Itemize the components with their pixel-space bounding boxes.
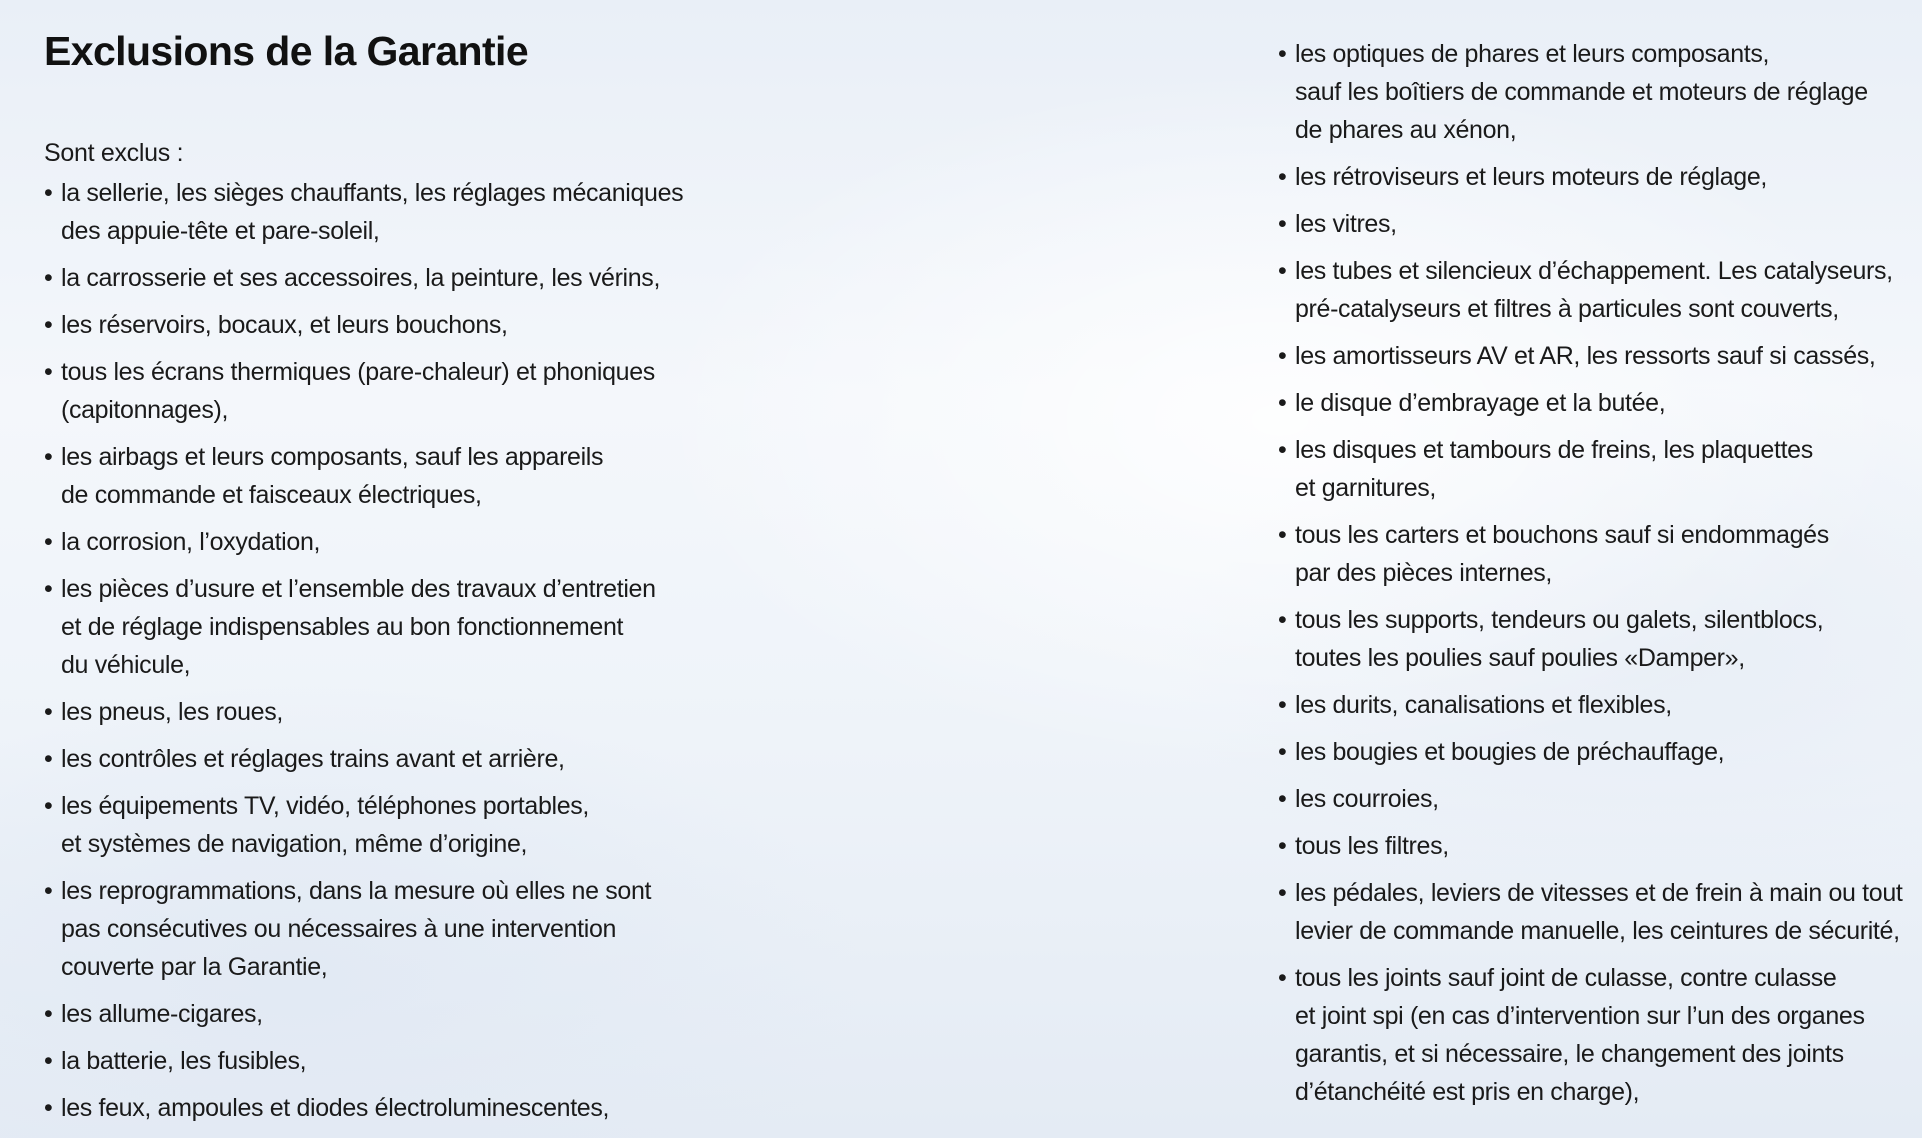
list-item — [44, 570, 734, 684]
bullet-icon: • — [44, 179, 53, 207]
bullet-icon: • — [44, 877, 53, 905]
list-item-text: tous les carters et bouchons sauf si endommagés par des pièces internes, — [1295, 521, 1829, 587]
list-item — [1278, 205, 1918, 243]
bullet-icon: • — [1278, 342, 1287, 370]
intro-text: Sont exclus : — [44, 139, 184, 167]
list-item-text: les airbags et leurs composants, sauf les appareils de commande et faisceaux électriques, — [61, 443, 604, 509]
bullet-icon: • — [1278, 389, 1287, 417]
list-item-text: le disque d’embrayage et la butée, — [1295, 389, 1666, 417]
list-item — [1278, 959, 1918, 1111]
list-item — [44, 693, 734, 731]
bullet-icon: • — [44, 443, 53, 471]
bullet-icon: • — [1278, 40, 1287, 68]
bullet-icon: • — [1278, 436, 1287, 464]
list-item — [44, 1042, 734, 1080]
list-item — [1278, 516, 1918, 592]
list-item — [1278, 686, 1918, 724]
list-item-text: les optiques de phares et leurs composants, sauf les boîtiers de commande et moteurs de réglage de phares au xénon, — [1295, 40, 1868, 144]
list-item-text: les allume-cigares, — [61, 1000, 263, 1028]
bullet-icon: • — [1278, 691, 1287, 719]
bullet-icon: • — [1278, 210, 1287, 238]
right-column — [1278, 0, 1918, 1120]
list-item-text: les reprogrammations, dans la mesure où elles ne sont pas consécutives ou nécessaires à une intervention couverte par la Garantie, — [61, 877, 652, 981]
list-item-text: les amortisseurs AV et AR, les ressorts sauf si cassés, — [1295, 342, 1876, 370]
list-item — [1278, 431, 1918, 507]
list-item-text: les durits, canalisations et flexibles, — [1295, 691, 1672, 719]
list-item — [1278, 384, 1918, 422]
list-item — [1278, 827, 1918, 865]
list-item-text: tous les écrans thermiques (pare-chaleur) et phoniques (capitonnages), — [61, 358, 655, 424]
list-item-text: les courroies, — [1295, 785, 1439, 813]
list-item-text: tous les joints sauf joint de culasse, contre culasse et joint spi (en cas d’intervention sur l’un des organes garantis, et si nécessaire, le changement des joints d’étanchéité est pris en charge), — [1295, 964, 1865, 1106]
list-item-text: les pièces d’usure et l’ensemble des travaux d’entretien et de réglage indispensables au bon fonctionnement du véhicule, — [61, 575, 656, 679]
bullet-icon: • — [44, 264, 53, 292]
left-column — [44, 0, 734, 1136]
list-item — [44, 174, 734, 250]
bullet-icon: • — [44, 528, 53, 556]
list-item-text: tous les filtres, — [1295, 832, 1449, 860]
list-item-text: la carrosserie et ses accessoires, la peinture, les vérins, — [61, 264, 661, 292]
bullet-icon: • — [1278, 521, 1287, 549]
list-item — [44, 353, 734, 429]
bullet-icon: • — [1278, 257, 1287, 285]
exclusion-list-right — [1278, 35, 1918, 1111]
list-item-text: les vitres, — [1295, 210, 1397, 238]
list-item — [1278, 601, 1918, 677]
list-item-text: la corrosion, l’oxydation, — [61, 528, 321, 556]
list-item-text: tous les supports, tendeurs ou galets, silentblocs, toutes les poulies sauf poulies «Damper», — [1295, 606, 1824, 672]
list-item-text: la sellerie, les sièges chauffants, les réglages mécaniques des appuie-tête et pare-soleil, — [61, 179, 684, 245]
list-item — [44, 740, 734, 778]
bullet-icon: • — [1278, 879, 1287, 907]
page-title: Exclusions de la Garantie — [44, 28, 529, 74]
list-item — [44, 523, 734, 561]
bullet-icon: • — [1278, 738, 1287, 766]
list-item-text: les tubes et silencieux d’échappement. Les catalyseurs, pré-catalyseurs et filtres à particules sont couverts, — [1295, 257, 1893, 323]
list-item — [1278, 874, 1918, 950]
list-item — [1278, 35, 1918, 149]
list-item — [1278, 780, 1918, 818]
list-item-text: les disques et tambours de freins, les plaquettes et garnitures, — [1295, 436, 1813, 502]
list-item — [44, 1089, 734, 1127]
bullet-icon: • — [44, 698, 53, 726]
list-item-text: les contrôles et réglages trains avant et arrière, — [61, 745, 565, 773]
bullet-icon: • — [44, 358, 53, 386]
bullet-icon: • — [44, 792, 53, 820]
list-item-text: les feux, ampoules et diodes électroluminescentes, — [61, 1094, 610, 1122]
list-item — [1278, 337, 1918, 375]
list-item-text: la batterie, les fusibles, — [61, 1047, 307, 1075]
list-item-text: les réservoirs, bocaux, et leurs bouchons, — [61, 311, 508, 339]
list-item — [1278, 252, 1918, 328]
list-item-text: les pneus, les roues, — [61, 698, 283, 726]
bullet-icon: • — [44, 745, 53, 773]
list-item — [44, 787, 734, 863]
bullet-icon: • — [44, 1094, 53, 1122]
bullet-icon: • — [44, 1000, 53, 1028]
bullet-icon: • — [1278, 785, 1287, 813]
list-item-text: les rétroviseurs et leurs moteurs de réglage, — [1295, 163, 1767, 191]
list-item — [1278, 158, 1918, 196]
bullet-icon: • — [1278, 606, 1287, 634]
list-item — [1278, 733, 1918, 771]
list-item — [44, 259, 734, 297]
exclusion-list-left — [44, 174, 734, 1127]
list-item — [44, 438, 734, 514]
list-item-text: les bougies et bougies de préchauffage, — [1295, 738, 1725, 766]
bullet-icon: • — [44, 575, 53, 603]
list-item — [44, 872, 734, 986]
list-item-text: les équipements TV, vidéo, téléphones portables, et systèmes de navigation, même d’origine, — [61, 792, 590, 858]
bullet-icon: • — [1278, 832, 1287, 860]
list-item-text: les pédales, leviers de vitesses et de frein à main ou tout levier de commande manuelle, les ceintures de sécurité, — [1295, 879, 1903, 945]
bullet-icon: • — [1278, 163, 1287, 191]
bullet-icon: • — [1278, 964, 1287, 992]
bullet-icon: • — [44, 1047, 53, 1075]
list-item — [44, 995, 734, 1033]
bullet-icon: • — [44, 311, 53, 339]
list-item — [44, 306, 734, 344]
